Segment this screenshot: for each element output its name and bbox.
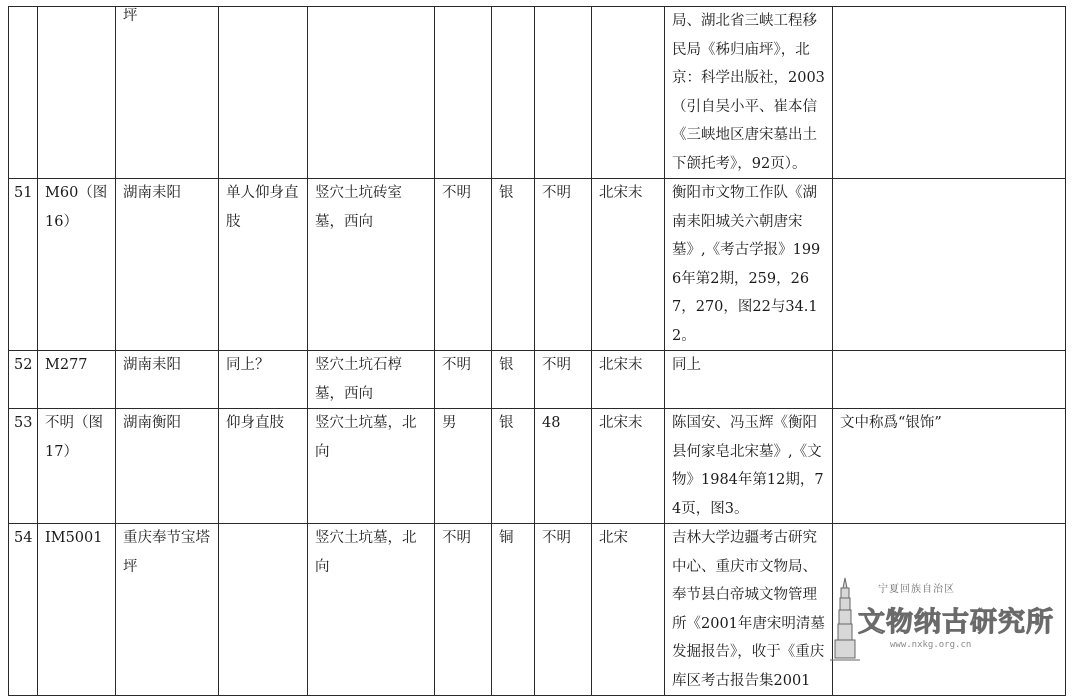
- cell-no: 52: [9, 351, 38, 409]
- cell-source: 衡阳市文物工作队《湖南耒阳城关六朝唐宋墓》,《考古学报》1996年第2期，259，267，270，图22与34.12。: [665, 179, 833, 351]
- cell-sex: 不明: [435, 524, 492, 696]
- cell-age: 48: [535, 409, 592, 524]
- cell-structure: 竖穴土坑墓，北向: [308, 524, 435, 696]
- cell-material: 铜: [492, 524, 535, 696]
- cell-source: 陈国安、冯玉辉《衡阳县何家皂北宋墓》,《文物》1984年第12期，74页，图3。: [665, 409, 833, 524]
- cell-material: [492, 7, 535, 179]
- cell-tomb: M277: [38, 351, 116, 409]
- cell-structure: [308, 7, 435, 179]
- table-row: [9, 351, 1066, 409]
- cell-material: 银: [492, 409, 535, 524]
- cell-tomb: M60（图16）: [38, 179, 116, 351]
- cell-sex: 男: [435, 409, 492, 524]
- cell-no: 53: [9, 409, 38, 524]
- cell-site: 坪: [116, 7, 219, 179]
- cell-no: [9, 7, 38, 179]
- cell-source: 同上: [665, 351, 833, 409]
- cell-age: [535, 7, 592, 179]
- cell-source: 吉林大学边疆考古研究中心、重庆市文物局、奉节县白帝城文物管理所《2001年唐宋明清墓发掘报告》，收于《重庆库区考古报告集2001: [665, 524, 833, 696]
- cell-posture: 单人仰身直肢: [219, 179, 308, 351]
- cell-posture: [219, 524, 308, 696]
- cell-site: 重庆奉节宝塔坪: [116, 524, 219, 696]
- cell-period: 北宋末: [592, 409, 665, 524]
- cell-note: 文中称爲“银饰”: [833, 409, 1066, 524]
- cell-tomb: [38, 7, 116, 179]
- watermark-title: 文物纳古研究所: [858, 607, 1054, 638]
- cell-posture: [219, 7, 308, 179]
- watermark-url: www.nxkg.org.cn: [890, 640, 972, 650]
- cell-material: 银: [492, 179, 535, 351]
- cell-site: 湖南衡阳: [116, 409, 219, 524]
- cell-source: 局、湖北省三峡工程移民局《秭归庙坪》，北京：科学出版社，2003（引自吴小平、崔本信《三峡地区唐宋墓出土下颌托考》，92页）。: [665, 7, 833, 179]
- cell-note: [833, 179, 1066, 351]
- cell-tomb: 不明（图17）: [38, 409, 116, 524]
- table-row: [9, 179, 1066, 351]
- watermark: [830, 576, 1065, 664]
- cell-no: 54: [9, 524, 38, 696]
- cell-period: 北宋: [592, 524, 665, 696]
- cell-age: 不明: [535, 179, 592, 351]
- cell-period: 北宋末: [592, 179, 665, 351]
- cell-structure: 竖穴土坑砖室墓，西向: [308, 179, 435, 351]
- table-row: [9, 7, 1066, 179]
- cell-structure: 竖穴土坑墓，北向: [308, 409, 435, 524]
- cell-age: 不明: [535, 351, 592, 409]
- cell-period: 北宋末: [592, 351, 665, 409]
- cell-note: [833, 351, 1066, 409]
- cell-site: 湖南耒阳: [116, 179, 219, 351]
- cell-no: 51: [9, 179, 38, 351]
- cell-posture: 同上？: [219, 351, 308, 409]
- cell-tomb: IM5001: [38, 524, 116, 696]
- watermark-top: 宁夏回族自治区: [878, 584, 955, 595]
- cell-structure: 竖穴土坑石椁墓，西向: [308, 351, 435, 409]
- cell-sex: 不明: [435, 179, 492, 351]
- cell-note: [833, 7, 1066, 179]
- cell-sex: 不明: [435, 351, 492, 409]
- table-row: [9, 409, 1066, 524]
- cell-posture: 仰身直肢: [219, 409, 308, 524]
- cell-period: [592, 7, 665, 179]
- cell-material: 银: [492, 351, 535, 409]
- tower-icon: [830, 576, 860, 664]
- cell-age: 不明: [535, 524, 592, 696]
- cell-site: 湖南耒阳: [116, 351, 219, 409]
- cell-sex: [435, 7, 492, 179]
